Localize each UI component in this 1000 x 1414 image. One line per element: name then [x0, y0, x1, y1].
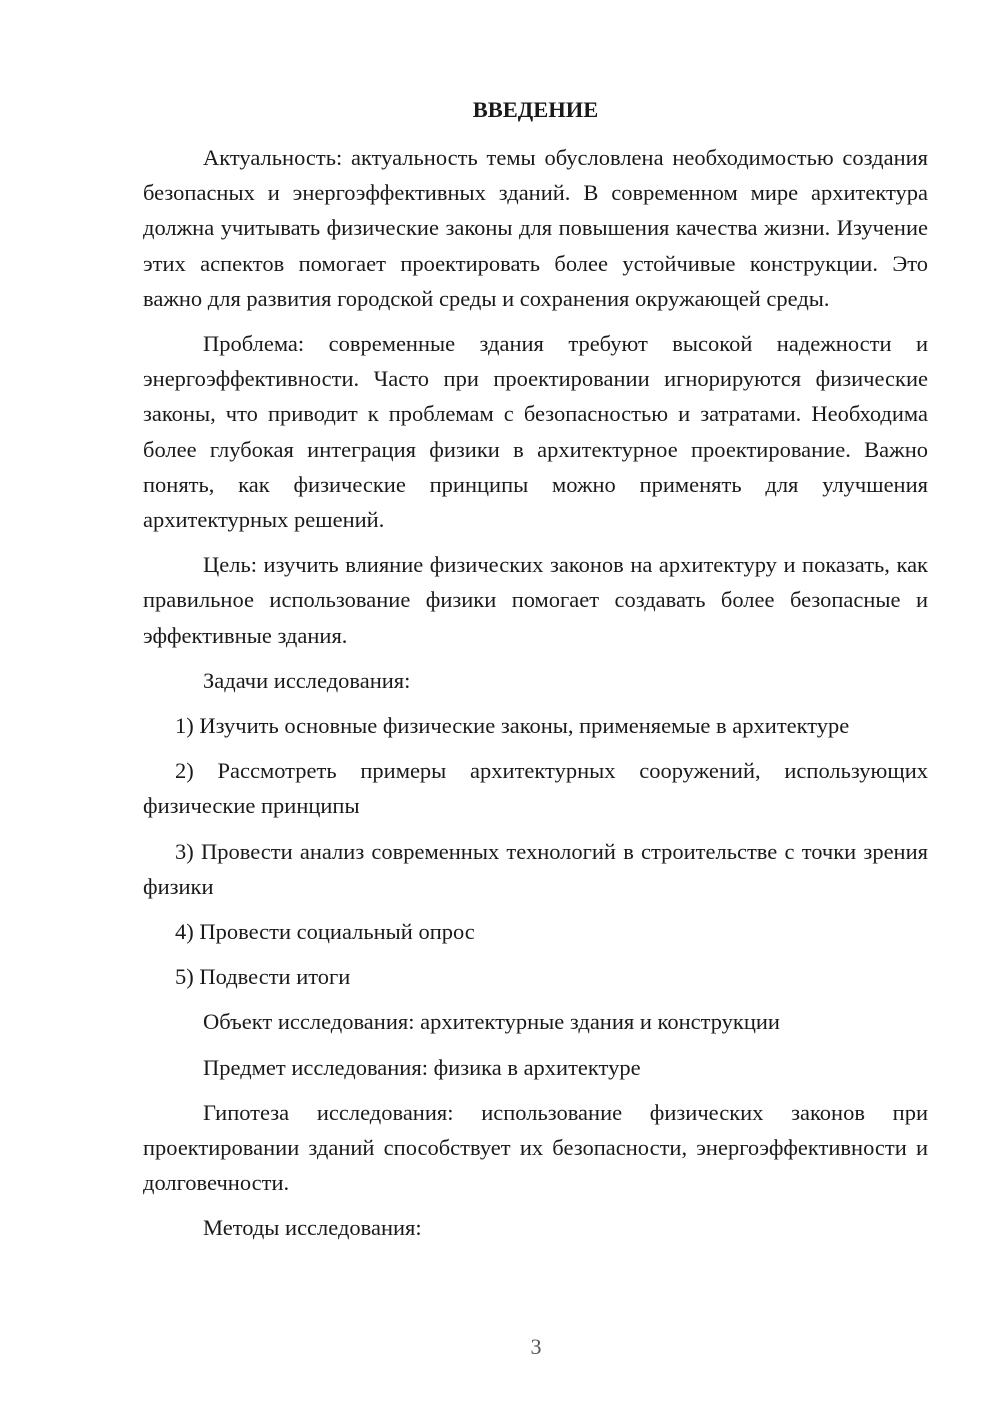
task-item-4: 4) Провести социальный опрос: [175, 919, 475, 945]
task-item-2: 2) Рассмотреть примеры архитектурных сооружений, использующих физические принципы: [143, 758, 928, 819]
paragraph-subject: Предмет исследования: физика в архитектуре: [203, 1054, 641, 1080]
paragraph-hypothesis: Гипотеза исследования: использование физических законов при проектировании зданий способствует их безопасности, энергоэффективности и долговечности.: [143, 1099, 928, 1196]
page-number: 3: [530, 1334, 542, 1359]
task-item-1: 1) Изучить основные физические законы, применяемые в архитектуре: [175, 713, 850, 739]
section-title: ВВЕДЕНИЕ: [472, 97, 599, 122]
paragraph-tasks-heading: Задачи исследования:: [203, 667, 411, 693]
paragraph-goal: Цель: изучить влияние физических законов на архитектуру и показать, как правильное использование физики помогает создавать более безопасные и эффективные здания.: [143, 552, 928, 648]
paragraph-relevance: Актуальность: актуальность темы обусловлена необходимостью создания безопасных и энергоэффективных зданий. В современном мире архитектура должна учитывать физические законы для повышения качества жизни. Изучение этих аспектов помогает проектировать более устойчивые конструкции. Это важно для развития городской среды и сохранения окружающей среды.: [143, 145, 928, 311]
task-item-5: 5) Подвести итоги: [175, 964, 351, 990]
paragraph-object: Объект исследования: архитектурные здания и конструкции: [203, 1009, 780, 1035]
paragraph-methods: Методы исследования:: [203, 1215, 422, 1241]
paragraph-problem: Проблема: современные здания требуют высокой надежности и энергоэффективности. Часто при проектировании игнорируются физические законы, что приводит к проблемам с безопасностью и затратами. Необходима более глубокая интеграция физики в архитектурное проектирование. Важно понять, как физические принципы можно применять для улучшения архитектурных решений.: [143, 331, 928, 533]
task-item-3: 3) Провести анализ современных технологий в строительстве с точки зрения физики: [143, 838, 928, 899]
document-page: [143, 92, 928, 1256]
